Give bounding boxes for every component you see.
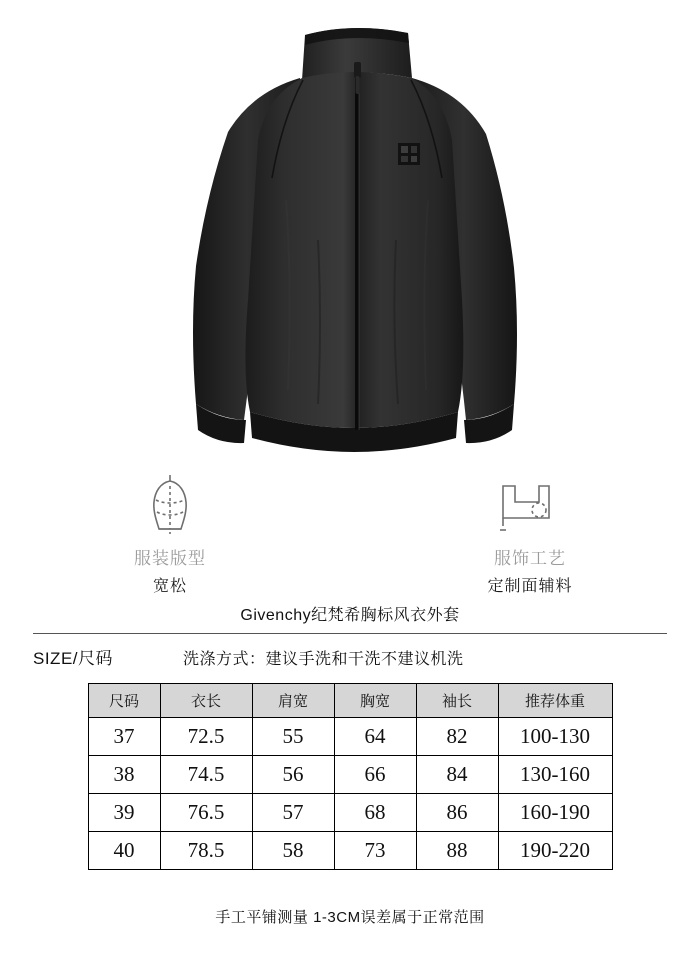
section-divider [33, 633, 667, 634]
table-row [88, 718, 612, 756]
table-cell: 88 [416, 832, 498, 870]
table-cell: 82 [416, 718, 498, 756]
table-cell: 56 [252, 756, 334, 794]
product-name: Givenchy纪梵希胸标风衣外套 [240, 607, 460, 624]
feature-value: 定制面辅料 [487, 578, 573, 595]
column-header: 尺码 [88, 684, 160, 718]
dress-form-mannequin-icon [60, 470, 280, 536]
feature-title: 服饰工艺 [494, 549, 566, 568]
measurement-note: 手工平铺测量 1-3CM误差属于正常范围 [215, 909, 485, 926]
brand-emblem [398, 143, 420, 165]
table-cell: 160-190 [498, 794, 612, 832]
column-header: 衣长 [160, 684, 252, 718]
column-header: 肩宽 [252, 684, 334, 718]
table-cell: 68 [334, 794, 416, 832]
table-cell: 84 [416, 756, 498, 794]
table-cell: 76.5 [160, 794, 252, 832]
table-row [88, 756, 612, 794]
table-cell: 78.5 [160, 832, 252, 870]
table-cell: 100-130 [498, 718, 612, 756]
size-header [33, 644, 667, 669]
feature-craft [420, 470, 640, 596]
size-label: SIZE/尺码 [33, 649, 114, 668]
product-photo [0, 0, 700, 470]
table-row [88, 832, 612, 870]
feature-garment-fit [60, 470, 280, 596]
table-cell: 66 [334, 756, 416, 794]
wash-instruction: 洗涤方式：建议手洗和干洗不建议机洗 [183, 651, 464, 668]
feature-row [0, 470, 700, 600]
fabric-craft-icon [420, 470, 640, 536]
table-cell: 39 [88, 794, 160, 832]
table-cell: 73 [334, 832, 416, 870]
table-cell: 38 [88, 756, 160, 794]
jacket-illustration [0, 0, 700, 470]
column-header: 袖长 [416, 684, 498, 718]
table-cell: 58 [252, 832, 334, 870]
table-cell: 40 [88, 832, 160, 870]
table-cell: 72.5 [160, 718, 252, 756]
table-cell: 190-220 [498, 832, 612, 870]
table-cell: 64 [334, 718, 416, 756]
table-cell: 130-160 [498, 756, 612, 794]
table-cell: 86 [416, 794, 498, 832]
table-cell: 74.5 [160, 756, 252, 794]
table-cell: 55 [252, 718, 334, 756]
table-header-row [88, 684, 612, 718]
table-cell: 37 [88, 718, 160, 756]
feature-value: 宽松 [152, 578, 187, 595]
table-cell: 57 [252, 794, 334, 832]
column-header: 胸宽 [334, 684, 416, 718]
table-row [88, 794, 612, 832]
size-table [88, 683, 613, 870]
column-header: 推荐体重 [498, 684, 612, 718]
feature-title: 服装版型 [134, 549, 206, 568]
